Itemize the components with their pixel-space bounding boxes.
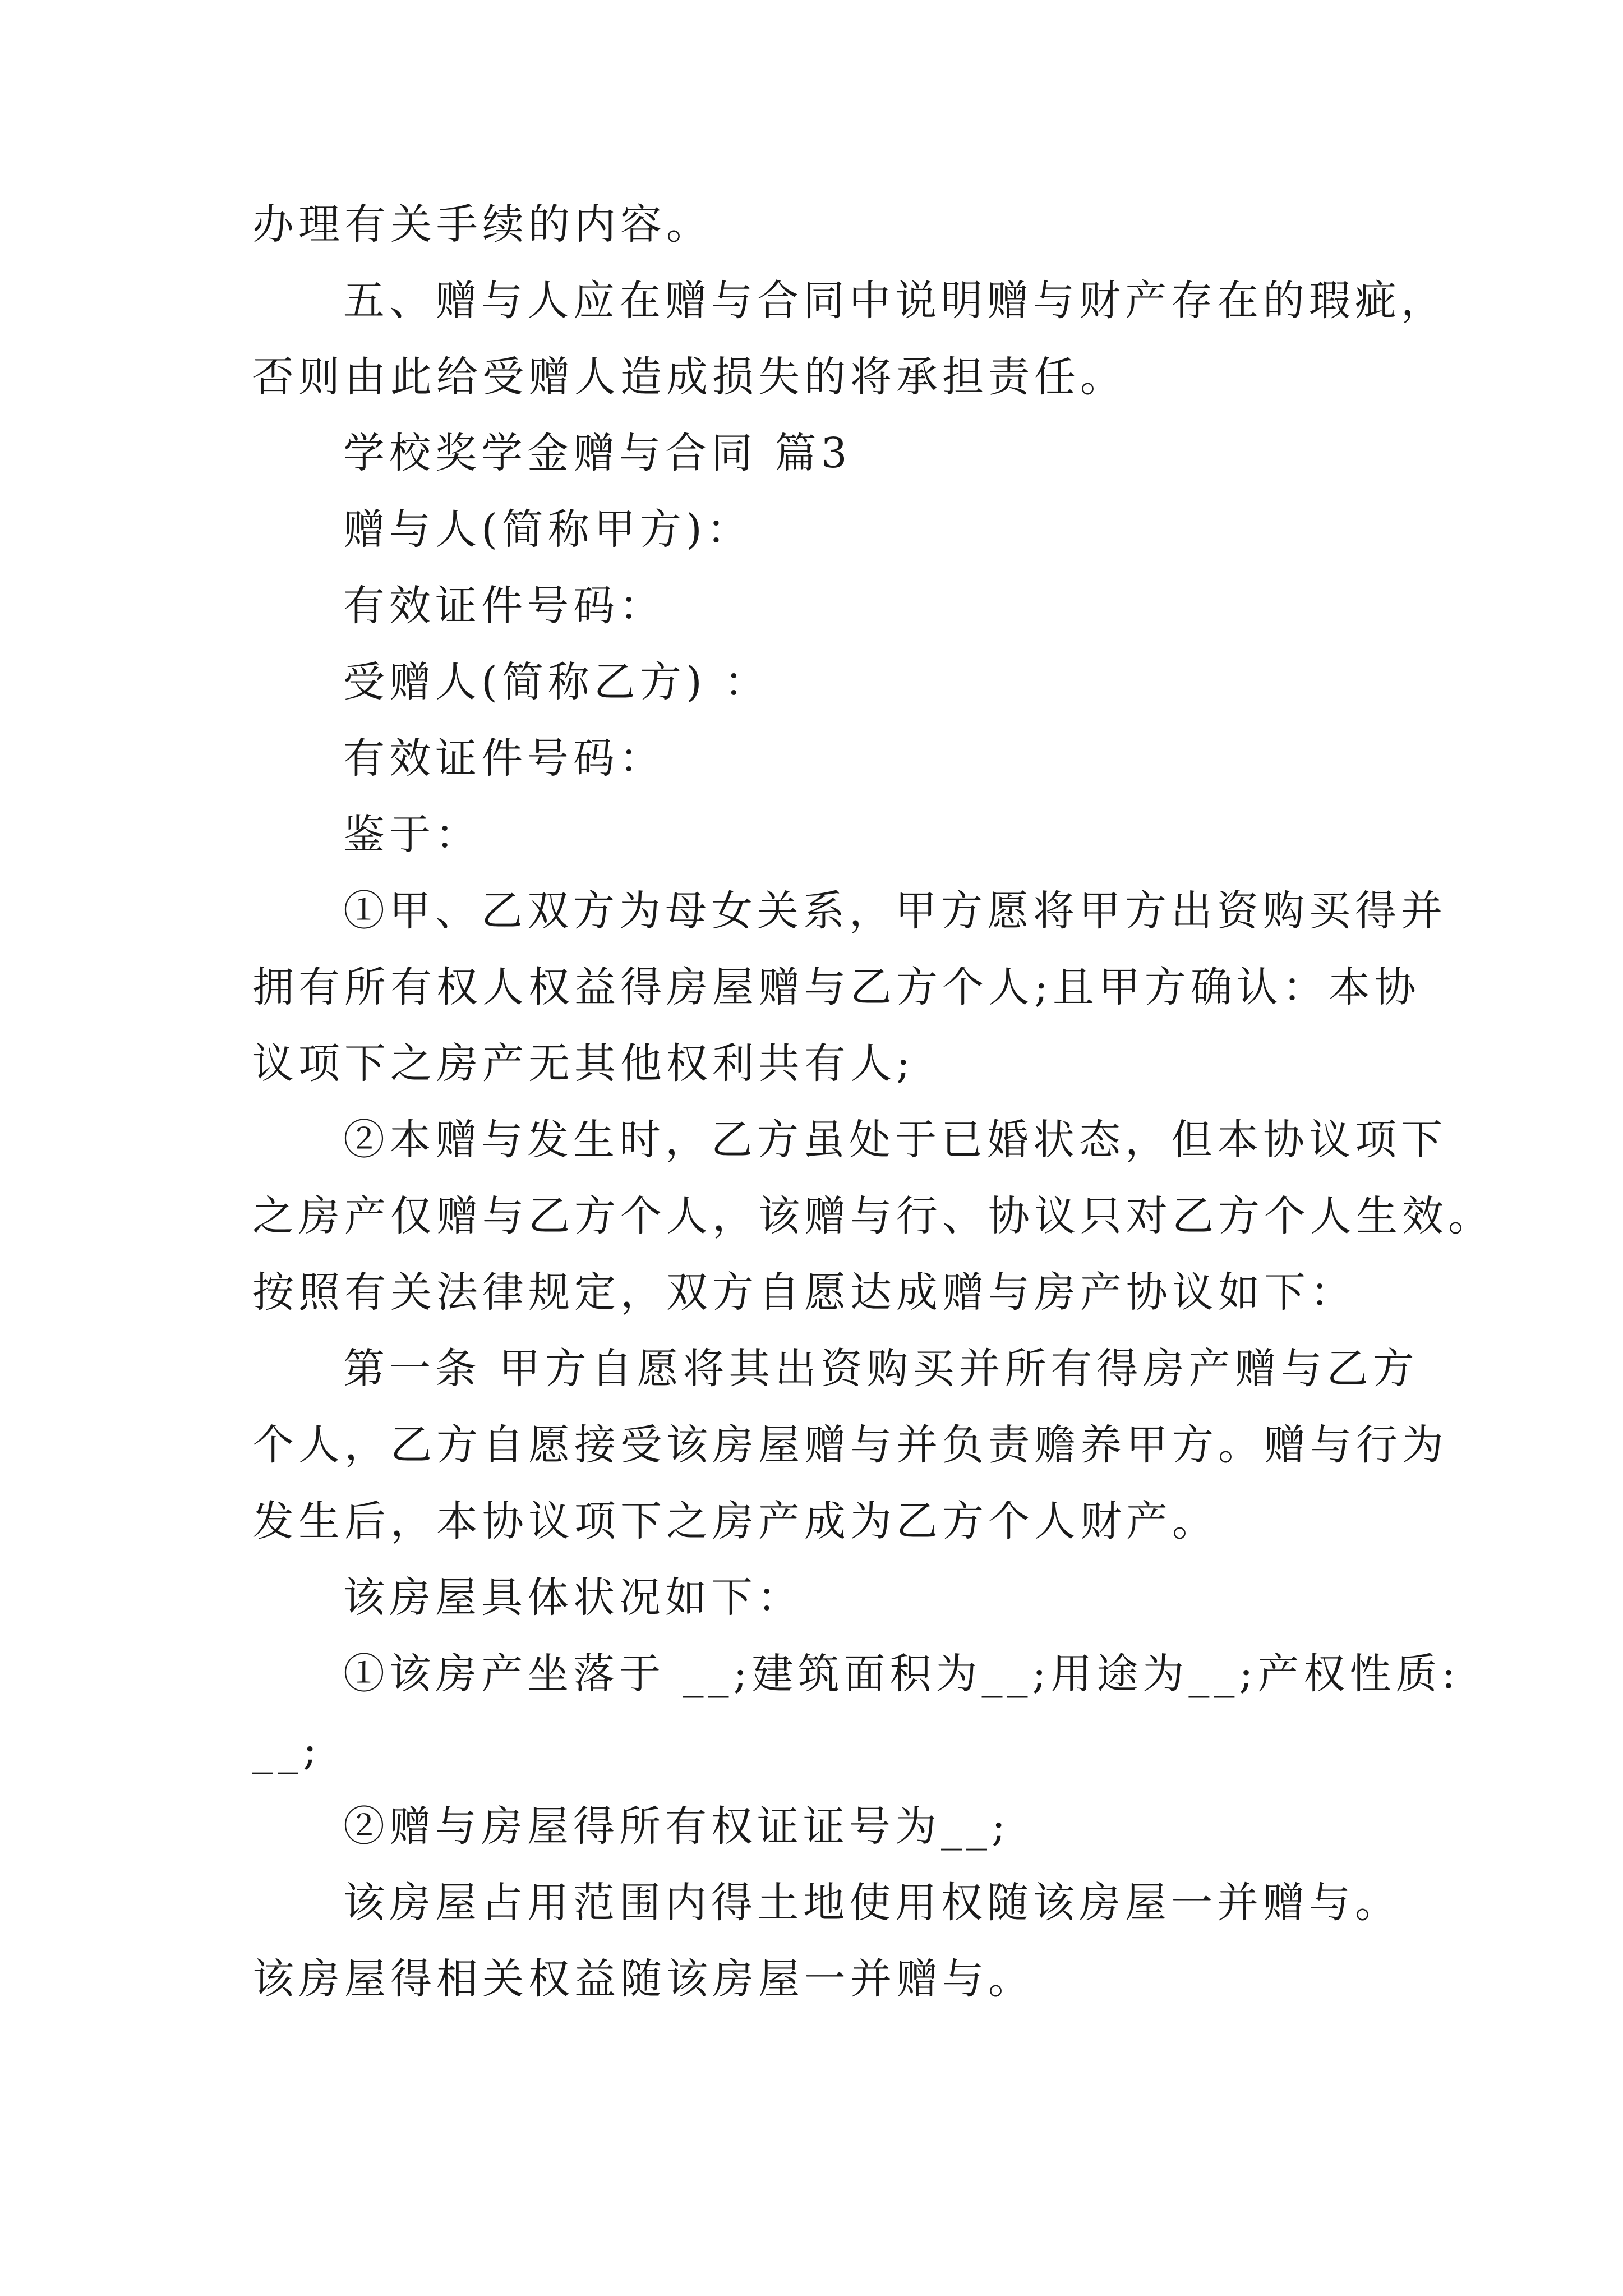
text-line: 受赠人(简称乙方) ： (343, 658, 771, 706)
text-line: ①该房产坐落于 __;建筑面积为__;用途为__;产权性质: (343, 1650, 1460, 1698)
text-line: 议项下之房产无其他权利共有人; (252, 1039, 915, 1088)
text-line: 鉴于： (343, 811, 481, 859)
text-line: 有效证件号码： (343, 734, 665, 783)
text-line: __; (252, 1726, 321, 1774)
text-line: 五、赠与人应在赠与合同中说明赠与财产存在的瑕疵， (343, 277, 1447, 325)
section-heading: 学校奖学金赠与合同 篇3 (343, 429, 852, 477)
text-line: 该房屋得相关权益随该房屋一并赠与。 (252, 1955, 1034, 2003)
text-line: 否则由此给受赠人造成损失的将承担责任。 (252, 353, 1126, 401)
text-line: 之房产仅赠与乙方个人，该赠与行、协议只对乙方个人生效。 (252, 1192, 1494, 1240)
text-line: 该房屋具体状况如下： (343, 1573, 803, 1622)
text-line: 发生后，本协议项下之房产成为乙方个人财产。 (252, 1497, 1218, 1545)
text-line: 办理有关手续的内容。 (252, 200, 712, 249)
text-line: 按照有关法律规定，双方自愿达成赠与房产协议如下： (252, 1268, 1356, 1317)
text-line: 第一条 甲方自愿将其出资购买并所有得房产赠与乙方 (343, 1345, 1419, 1393)
text-line: ②本赠与发生时，乙方虽处于已婚状态，但本协议项下 (343, 1116, 1447, 1164)
text-line: 该房屋占用范围内得土地使用权随该房屋一并赠与。 (343, 1879, 1401, 1927)
text-line: 拥有所有权人权益得房屋赠与乙方个人;且甲方确认：本协 (252, 963, 1421, 1011)
text-line: ①甲、乙双方为母女关系，甲方愿将甲方出资购买得并 (343, 887, 1447, 935)
text-line: 赠与人(简称甲方)： (343, 505, 753, 554)
text-line: 个人，乙方自愿接受该房屋赠与并负责赡养甲方。赠与行为 (252, 1421, 1448, 1469)
text-line: 有效证件号码： (343, 582, 665, 630)
text-line: ②赠与房屋得所有权证证号为__; (343, 1802, 1010, 1851)
